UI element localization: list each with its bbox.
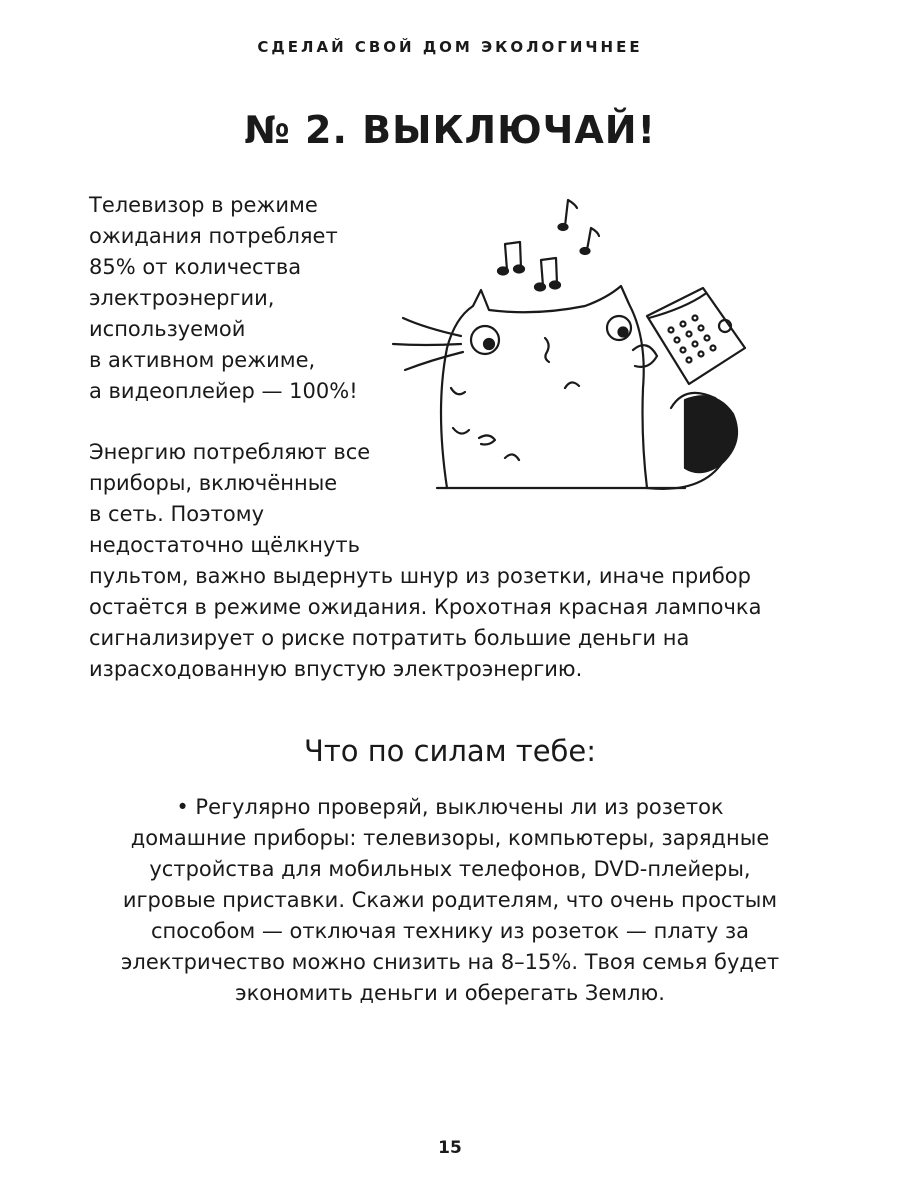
paragraph-line: остаётся в режиме ожидания. Крохотная красная лампочка [89, 595, 762, 619]
tip-line: экономить деньги и оберегать Землю. [235, 981, 665, 1005]
energy-paragraph-continued [89, 561, 789, 685]
paragraph-line: пультом, важно выдернуть шнур из розетки, иначе прибор [89, 564, 751, 588]
tip-line: электричество можно снизить на 8–15%. Твоя семья будет [120, 950, 780, 974]
tips-list [0, 792, 900, 1009]
paragraph-line: недостаточно щёлкнуть [89, 533, 360, 557]
paragraph-line: электроэнергии, [89, 286, 275, 310]
paragraph-line: в сеть. Поэтому [89, 502, 264, 526]
paragraph-line: сигнализирует о риске потратить большие деньги на [89, 626, 690, 650]
music-notes-icon [498, 200, 599, 291]
cat-drawing [385, 188, 765, 528]
page-number: 15 [438, 1138, 462, 1158]
cat-with-remote-illustration [385, 188, 765, 528]
remote-control-icon [647, 288, 745, 384]
paragraph-line: ожидания потребляет [89, 224, 338, 248]
running-header: СДЕЛАЙ СВОЙ ДОМ ЭКОЛОГИЧНЕЕ [257, 38, 643, 56]
intro-paragraph [89, 190, 409, 407]
paragraph-line: используемой [89, 317, 246, 341]
paragraph-line: израсходованную впустую электроэнергию. [89, 657, 583, 681]
paragraph-line: Телевизор в режиме [89, 193, 318, 217]
tips-heading: Что по силам тебе: [303, 734, 597, 768]
tip-line: домашние приборы: телевизоры, компьютеры, зарядные [130, 826, 770, 850]
tip-line: игровые приставки. Скажи родителям, что очень простым [122, 888, 778, 912]
tip-line: способом — отключая технику из розеток — плату за [151, 919, 749, 943]
paragraph-line: 85% от количества [89, 255, 302, 279]
paragraph-line: в активном режиме, [89, 348, 316, 372]
tip-line: устройства для мобильных телефонов, DVD-плейеры, [149, 857, 751, 881]
paragraph-line: а видеоплейер — 100%! [89, 379, 358, 403]
paragraph-line: Энергию потребляют все [89, 440, 371, 464]
paragraph-line: приборы, включённые [89, 471, 338, 495]
tip-line: • Регулярно проверяй, выключены ли из розеток [176, 795, 724, 819]
energy-paragraph [89, 437, 389, 561]
section-title: № 2. ВЫКЛЮЧАЙ! [244, 108, 656, 152]
